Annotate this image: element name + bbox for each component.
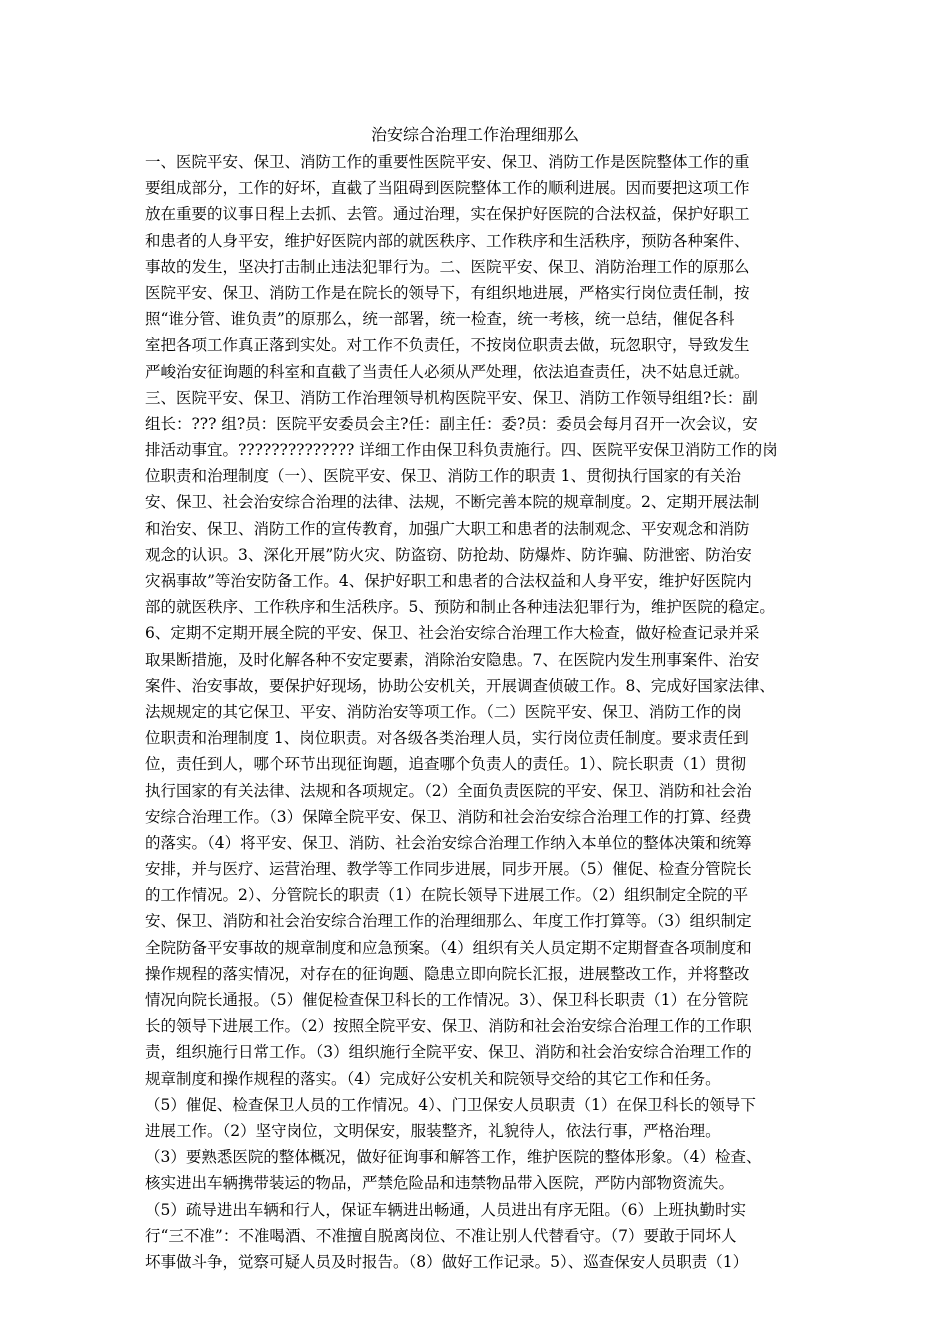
- body-text-line: 长的领导下进展工作。（2）按照全院平安、保卫、消防和社会治安综合治理工作的工作职: [145, 1017, 752, 1036]
- body-text-line: 执行国家的有关法律、法规和各项规定。（2）全面负责医院的平安、保卫、消防和社会治: [145, 781, 752, 800]
- body-text-line: 6、定期不定期开展全院的平安、保卫、社会治安综合治理工作大检查，做好检查记录并采: [145, 624, 760, 643]
- body-text-line: （3）要熟悉医院的整体概况，做好征询事和解答工作，维护医院的整体形象。（4）检查、: [145, 1148, 762, 1167]
- body-text-line: 法规规定的其它保卫、平安、消防治安等项工作。（二）医院平安、保卫、消防工作的岗: [145, 702, 742, 721]
- body-text-line: 一、医院平安、保卫、消防工作的重要性医院平安、保卫、消防工作是医院整体工作的重: [145, 153, 750, 171]
- body-text-line: 组长：??? 组?员：医院平安委员会主?任：副主任：委?员：委员会每月召开一次会议，安: [145, 414, 758, 433]
- body-text-line: 位职责和治理制度 1、岗位职责。对各级各类治理人员，实行岗位责任制度。要求责任到: [145, 729, 749, 748]
- body-text-line: 进展工作。（2）坚守岗位，文明保安，服装整齐，礼貌待人，依法行事，严格治理。: [145, 1121, 721, 1140]
- document-title: 治安综合治理工作治理细那么: [370, 125, 579, 144]
- body-text-line: 和治安、保卫、消防工作的宣传教育，加强广大职工和患者的法制观念、平安观念和消防: [145, 519, 750, 538]
- body-text-line: 要组成部分，工作的好坏，直截了当阻碍到医院整体工作的顺利进展。因而要把这项工作: [145, 179, 750, 198]
- body-text-line: 事故的发生，坚决打击制止违法犯罪行为。二、医院平安、保卫、消防治理工作的原那么: [145, 257, 750, 276]
- body-text-line: 的落实。（4）将平安、保卫、消防、社会治安综合治理工作纳入本单位的整体决策和统筹: [145, 833, 752, 852]
- body-text-line: 取果断措施，及时化解各种不安定要素，消除治安隐患。7、在医院内发生刑事案件、治安: [145, 650, 760, 669]
- body-text-line: 安、保卫、社会治安综合治理的法律、法规，不断完善本院的规章制度。2、定期开展法制: [145, 493, 760, 512]
- body-text-line: 责，组织施行日常工作。（3）组织施行全院平安、保卫、消防和社会治安综合治理工作的: [145, 1043, 752, 1062]
- body-text-line: 情况向院长通报。（5）催促检查保卫科长的工作情况。3）、保卫科长职责（1）在分管院: [145, 991, 749, 1009]
- body-text-line: 观念的认识。3、深化开展”防火灾、防盗窃、防抢劫、防爆炸、防诈骗、防泄密、防治安: [145, 545, 752, 564]
- body-text-line: 的工作情况。2）、分管院长的职责（1）在院长领导下进展工作。（2）组织制定全院的平: [145, 886, 749, 905]
- body-text-line: 和患者的人身平安，维护好医院内部的就医秩序、工作秩序和生活秩序，预防各种案件、: [145, 231, 750, 250]
- body-text-line: 室把各项工作真正落到实处。对工作不负责任，不按岗位职责去做，玩忽职守，导致发生: [145, 336, 750, 355]
- body-text-line: 全院防备平安事故的规章制度和应急预案。（4）组织有关人员定期不定期督查各项制度和: [145, 938, 752, 957]
- body-text-line: 安综合治理工作。（3）保障全院平安、保卫、消防和社会治安综合治理工作的打算、经费: [145, 807, 752, 826]
- body-text-line: 操作规程的落实情况，对存在的征询题、隐患立即向院长汇报，进展整改工作，并将整改: [145, 964, 750, 983]
- body-text-line: 安排，并与医疗、运营治理、教学等工作同步进展，同步开展。（5）催促、检查分管院长: [145, 860, 752, 879]
- body-text-line: （5）催促、检查保卫人员的工作情况。4）、门卫保安人员职责（1）在保卫科长的领导下: [145, 1095, 756, 1114]
- body-text-line: 部的就医秩序、工作秩序和生活秩序。5、预防和制止各种违法犯罪行为，维护医院的稳定。: [145, 598, 775, 617]
- body-text-line: （5）疏导进出车辆和行人，保证车辆进出畅通，人员进出有序无阻。（6）上班执勤时实: [145, 1200, 746, 1219]
- body-text-line: 三、医院平安、保卫、消防工作治理领导机构医院平安、保卫、消防工作领导组组?长：副: [145, 388, 758, 407]
- body-text-line: 排活动事宜。?????????????? 详细工作由保卫科负责施行。四、医院平安保卫消防工作的岗: [145, 441, 778, 460]
- body-text-line: 照“谁分管、谁负责”的原那么，统一部署，统一检查，统一考核，统一总结，催促各科: [145, 310, 735, 329]
- body-text-line: 行“三不准”：不准喝酒、不准擅自脱离岗位、不准让别人代替看守。（7）要敢于同坏人: [145, 1226, 737, 1245]
- body-text-line: 规章制度和操作规程的落实。（4）完成好公安机关和院领导交给的其它工作和任务。: [145, 1069, 721, 1088]
- body-text-line: 灾祸事故”等治安防备工作。4、保护好职工和患者的合法权益和人身平安，维护好医院内: [145, 572, 752, 590]
- body-text-line: 位，责任到人，哪个环节出现征询题，追查哪个负责人的责任。1）、院长职责（1）贯彻: [145, 755, 746, 774]
- body-text-line: 坏事做斗争，觉察可疑人员及时报告。（8）做好工作记录。5）、巡查保安人员职责（1）: [145, 1252, 749, 1271]
- body-text-line: 放在重要的议事日程上去抓、去管。通过治理，实在保护好医院的合法权益，保护好职工: [145, 205, 750, 224]
- body-text-line: 案件、治安事故，要保护好现场，协助公安机关，开展调查侦破工作。8、完成好国家法律、: [145, 676, 775, 695]
- document-body: [145, 149, 821, 1275]
- body-text-line: 安、保卫、消防和社会治安综合治理工作的治理细那么、年度工作打算等。（3）组织制定: [145, 912, 752, 931]
- body-text-line: 严峻治安征询题的科室和直截了当责任人必须从严处理，依法追查责任，决不姑息迁就。: [145, 362, 750, 381]
- body-text-line: 医院平安、保卫、消防工作是在院长的领导下，有组织地进展，严格实行岗位责任制，按: [145, 283, 750, 302]
- body-text-line: 核实进出车辆携带装运的物品，严禁危险品和违禁物品带入医院，严防内部物资流失。: [145, 1174, 735, 1193]
- body-text-line: 位职责和治理制度（一）、医院平安、保卫、消防工作的职责 1、贯彻执行国家的有关治: [145, 467, 742, 486]
